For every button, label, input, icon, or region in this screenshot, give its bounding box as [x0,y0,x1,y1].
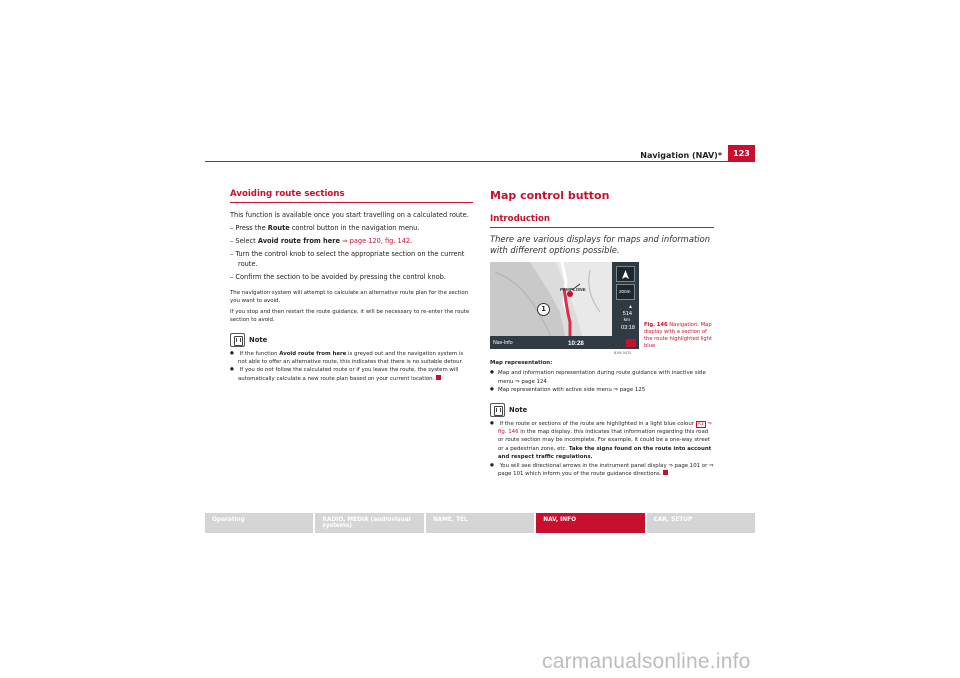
introduction-text: There are various displays for maps and information with different options possible. [490,234,711,255]
avoiding-para-2: If you stop and then restart the route guidance, it will be necessary to re-enter the route section to avoid. [230,308,470,324]
note-label: Note [249,335,268,344]
map-bullet-b: ● Map representation with active side menu ⇒ page 125 [490,386,714,394]
end-of-section-mark [663,470,668,475]
image-code: B3M-0425 [614,351,632,355]
watermark: carmanualsonline.info [542,650,751,673]
note-bullet-2: ● If you do not follow the calculated route or if you leave the route, the system will automatically calculate a new route plan based on your current location. [230,366,473,383]
footer-tab-operating[interactable]: Operating [205,513,313,533]
page-section-title: Navigation (NAV)* [640,151,722,160]
right-column [490,189,714,478]
note-header-right [490,403,714,417]
note-icon [230,333,245,347]
nav-info-label: Nav-Info [493,340,513,346]
step-4: – Confirm the section to be avoided by pressing the control knob. [230,273,446,281]
avoiding-intro: This function is available once you start travelling on a calculated route. [230,211,469,219]
left-column [230,189,473,383]
map-control-heading: Map control button [490,189,610,202]
eta-value: 03:18 [621,325,635,331]
page-ref-link[interactable]: ⇒ page 120, fig. 142 [342,237,411,245]
footer-tab-nav-info[interactable]: NAV, INFO [536,513,644,533]
distance-unit: km [623,318,630,323]
direction-icon: ▲ [628,304,633,310]
end-of-section-mark [436,375,441,380]
map-bullet-a: ● Map and information representation during route guidance with inactive side menu ⇒ page 124 [490,369,714,386]
right-note-bullet-1: ● If the route or sections of the route are highlighted in a light blue colour A1 ⇒ fig. 146 in the map display, this indicates that information regarding this road or route section may be incomplete. For example, it could be a one-way street or a pedestrian zone, etc. Take the signs found on the route into account and respect traffic regulations. [490,420,714,462]
note-header [230,333,473,347]
avoiding-route-heading: Avoiding route sections [230,189,473,203]
figure-caption: Fig. 146 Navigation: Map display with a section of the route highlighted light blue [644,322,712,349]
note-icon [490,403,505,417]
step-1: – Press the Route control button in the navigation menu. [230,224,420,232]
map-representation-label: Map representation: [490,360,553,366]
introduction-heading: Introduction [490,214,714,228]
avoiding-para-1: The navigation system will attempt to calculate an alternative route plan for the section you want to avoid. [230,290,469,305]
note-label: Note [509,405,528,414]
scale-button[interactable]: 200m [616,284,635,300]
north-arrow-button[interactable] [616,266,635,282]
note-bullet-1: ● If the function Avoid route from here is greyed out and the navigation system is not able to offer an alternative route, this indicates that there is no suitable detour. [230,350,473,367]
step-2: – Select Avoid route from here ⇒ page 120, fig. 142. [230,237,413,245]
map-place-label: PAMPLONE [560,287,586,292]
step-3: – Turn the control knob to select the appropriate section on the current route. [230,250,465,268]
header-rule [205,161,728,162]
callout-1: 1 [537,303,550,316]
page-number: 123 [728,145,755,162]
north-arrow-icon [617,268,634,282]
figure-146 [490,262,714,350]
footer-tab-radio-media[interactable]: RADIO, MEDIA (audiovisual systems) [315,513,423,533]
footer-tabs [205,513,755,533]
distance-value: 514 [622,311,632,317]
fig-ref-link[interactable]: ⇒ fig. 146 [498,420,712,436]
clock-display: 10:28 [568,340,584,347]
right-note-bullet-2: ● You will see directional arrows in the instrument panel display ⇒ page 101 or ⇒ page 101 which inform you of the route guidance directions. [490,462,714,479]
footer-tab-car-setup[interactable]: CAR, SETUP [647,513,755,533]
navigation-map-image [490,262,639,349]
callout-a1-badge: A1 [697,421,704,427]
footer-tab-name-tel[interactable]: NAME, TEL [426,513,534,533]
map-red-tab [626,339,636,347]
